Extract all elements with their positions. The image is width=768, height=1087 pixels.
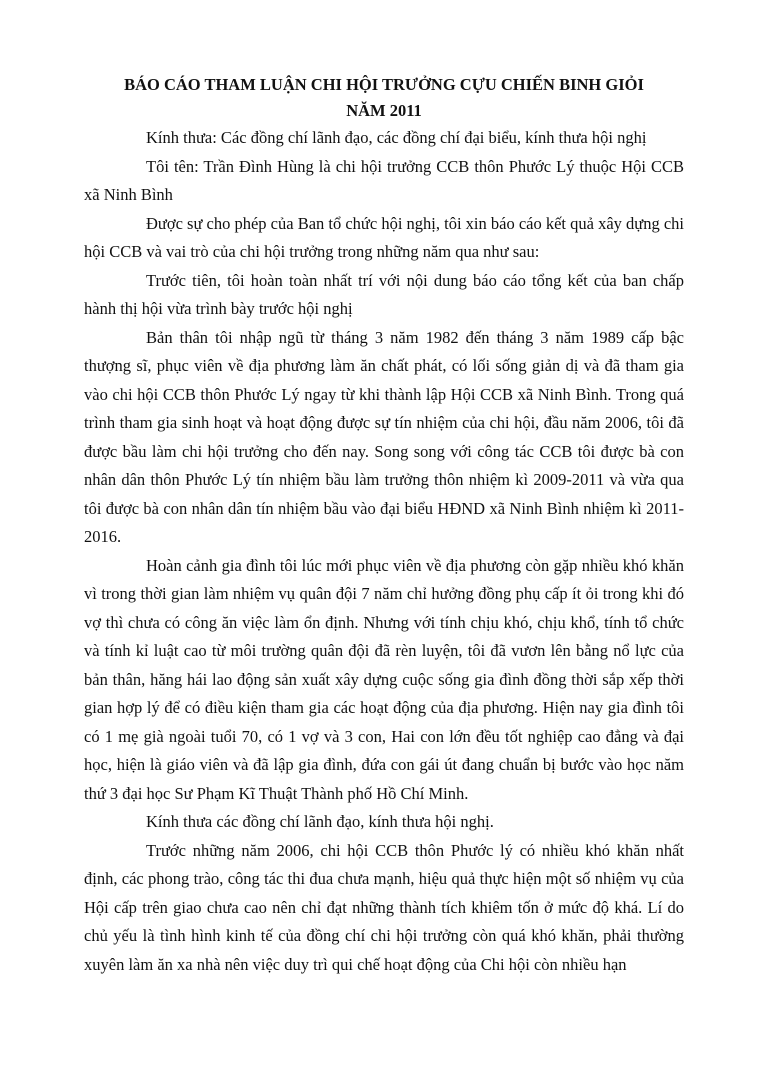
paragraph-personal-background: Bản thân tôi nhập ngũ từ tháng 3 năm 1982 đến tháng 3 năm 1989 cấp bậc thượng sĩ, phục viên về địa phương làm ăn chất phát, có lối sống giản dị và đã tham gia vào chi hội CCB thôn Phước Lý ngay từ khi thành lập Hội CCB xã Ninh Bình. Trong quá trình tham gia sinh hoạt và hoạt động được sự tín nhiệm của chi hội, đầu năm 2006, tôi đã được bầu làm chi hội trưởng cho đến nay. Song song với công tác CCB tôi được bà con nhân dân thôn Phước Lý tín nhiệm bầu làm trưởng thôn nhiệm kì 2009-2011 và vừa qua tôi được bà con nhân dân tín nhiệm bầu vào đại biểu HĐND xã Ninh Bình nhiệm kì 2011-2016. [84,327,684,546]
report-title-year: NĂM 2011 [346,101,422,120]
paragraph-family-circumstances: Hoàn cảnh gia đình tôi lúc mới phục viên về địa phương còn gặp nhiều khó khăn vì trong thời gian làm nhiệm vụ quân đội 7 năm chỉ hưởng đồng phụ cấp ít ỏi trong khi đó vợ thì chưa có công ăn việc làm ổn định. Nhưng với tính chịu khó, chịu khổ, tính tổ chức và tính kỉ luật cao từ môi trường quân đội đã rèn luyện, tôi đã vươn lên bằng nổ lực của bản thân, hăng hái lao động sản xuất xây dựng cuộc sống gia đình đồng thời sắp xếp thời gian hợp lý để có điều kiện tham gia các hoạt động của địa phương. Hiện nay gia đình tôi có 1 mẹ già ngoài tuổi 70, có 1 vợ và 3 con, Hai con lớn đều tốt nghiệp cao đẳng và đại học, hiện là giáo viên và đã lập gia đình, đứa con gái út đang chuẩn bị bước vào học năm thứ 3 đại học Sư Phạm Kĩ Thuật Thành phố Hồ Chí Minh. [84,555,684,803]
paragraph-permission: Được sự cho phép của Ban tổ chức hội nghị, tôi xin báo cáo kết quả xây dựng chi hội CCB và vai trò của chi hội trưởng trong những năm qua như sau: [84,213,684,261]
paragraph-introduction: Tôi tên: Trần Đình Hùng là chi hội trưởng CCB thôn Phước Lý thuộc Hội CCB xã Ninh Bình [84,156,684,204]
paragraph-agreement: Trước tiên, tôi hoàn toàn nhất trí với nội dung báo cáo tổng kết của ban chấp hành thị hội vừa trình bày trước hội nghị [84,270,684,318]
report-title: BÁO CÁO THAM LUẬN CHI HỘI TRƯỞNG CỰU CHIẾN BINH GIỎI [124,75,644,94]
report-body [84,124,684,979]
paragraph-address: Kính thưa các đồng chí lãnh đạo, kính thưa hội nghị. [146,812,494,831]
paragraph-greeting: Kính thưa: Các đồng chí lãnh đạo, các đồng chí đại biểu, kính thưa hội nghị [146,128,647,147]
paragraph-branch-history: Trước những năm 2006, chi hội CCB thôn Phước lý có nhiều khó khăn nhất định, các phong trào, công tác thi đua chưa mạnh, hiệu quả thực hiện một số nhiệm vụ của Hội cấp trên giao chưa cao nên chỉ đạt những thành tích khiêm tốn ở mức độ khá. Lí do chủ yếu là tình hình kinh tế của đồng chí chi hội trưởng còn quá khó khăn, phải thường xuyên làm ăn xa nhà nên việc duy trì qui chế hoạt động của Chi hội còn nhiều hạn [84,840,684,974]
